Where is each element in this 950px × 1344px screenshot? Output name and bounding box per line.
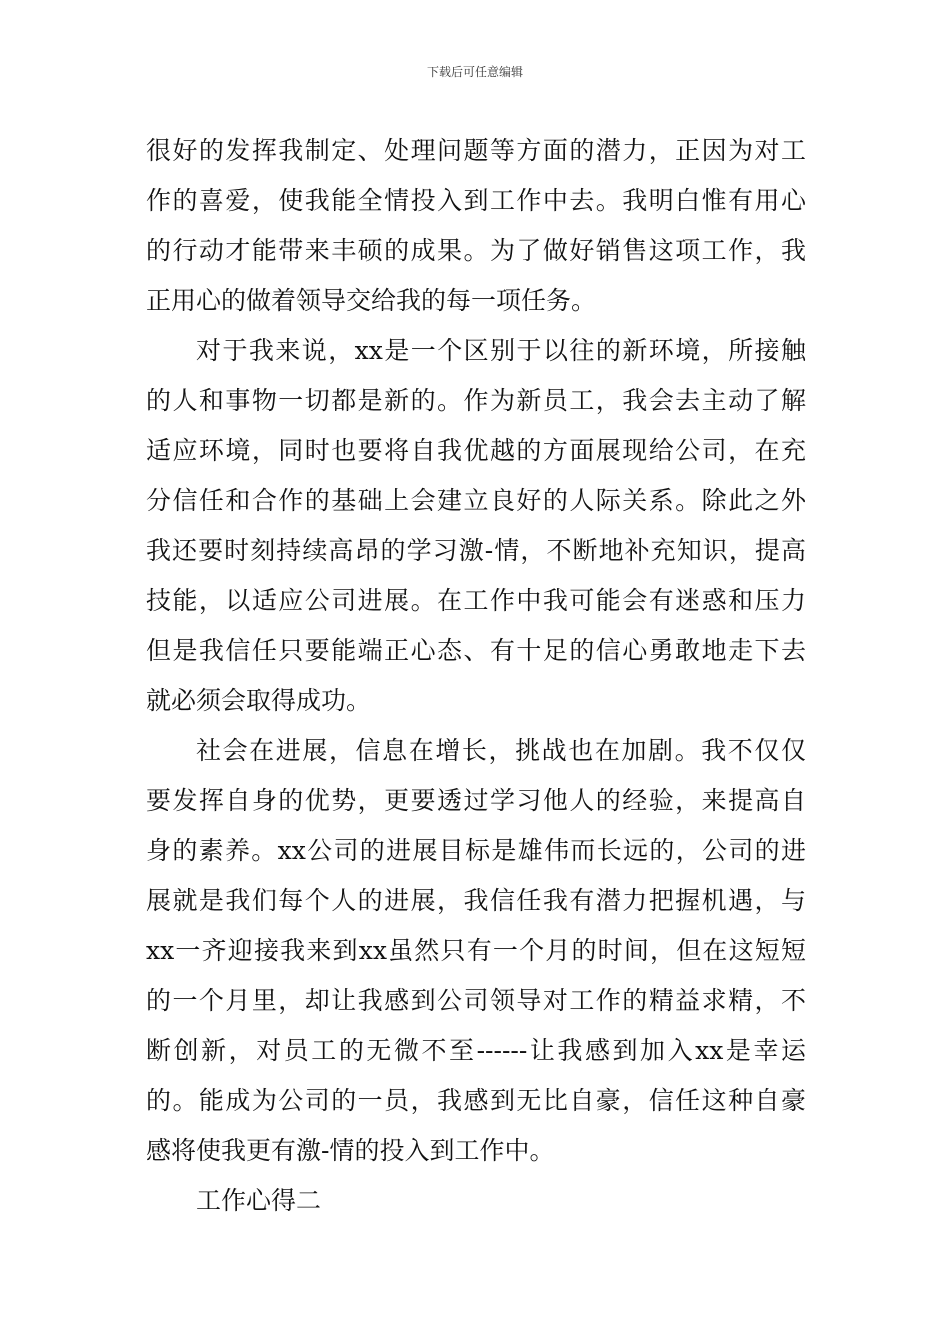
text-line: 我还要时刻持续高昂的学习激-情，不断地补充知识，提高 (146, 536, 806, 565)
text-line: xx一齐迎接我来到xx虽然只有一个月的时间，但在这短短 (146, 936, 806, 965)
text-line: 作的喜爱，使我能全情投入到工作中去。我明白惟有用心 (146, 186, 806, 215)
text-line: 断创新，对员工的无微不至------让我感到加入xx是幸运 (146, 1036, 806, 1065)
text-line: 感将使我更有激-情的投入到工作中。 (146, 1136, 555, 1165)
text-line: 的。能成为公司的一员，我感到无比自豪，信任这种自豪 (146, 1086, 806, 1115)
text-line: 展就是我们每个人的进展，我信任我有潜力把握机遇，与 (146, 886, 806, 915)
text-line: 技能，以适应公司进展。在工作中我可能会有迷惑和压力 (146, 586, 806, 615)
page-header-note: 下载后可任意编辑 (426, 65, 523, 79)
text-line: 适应环境，同时也要将自我优越的方面展现给公司，在充 (146, 436, 806, 465)
text-line: 的一个月里，却让我感到公司领导对工作的精益求精，不 (146, 986, 806, 1015)
text-line: 就必须会取得成功。 (146, 686, 372, 715)
section-heading: 工作心得二 (196, 1186, 322, 1215)
text-line: 身的素养。xx公司的进展目标是雄伟而长远的，公司的进 (146, 836, 806, 865)
text-line: 分信任和合作的基础上会建立良好的人际关系。除此之外 (146, 486, 806, 515)
text-line: 正用心的做着领导交给我的每一项任务。 (146, 286, 597, 315)
text-line: 对于我来说，xx是一个区别于以往的新环境，所接触 (196, 336, 806, 365)
text-line: 社会在进展，信息在增长，挑战也在加剧。我不仅仅 (196, 736, 806, 765)
document-body (146, 126, 806, 1226)
text-line: 很好的发挥我制定、处理问题等方面的潜力，正因为对工 (146, 136, 806, 165)
text-line: 的行动才能带来丰硕的成果。为了做好销售这项工作，我 (146, 236, 806, 265)
text-line: 但是我信任只要能端正心态、有十足的信心勇敢地走下去 (146, 636, 806, 665)
text-line: 要发挥自身的优势，更要透过学习他人的经验，来提高自 (146, 786, 806, 815)
text-line: 的人和事物一切都是新的。作为新员工，我会去主动了解 (146, 386, 806, 415)
